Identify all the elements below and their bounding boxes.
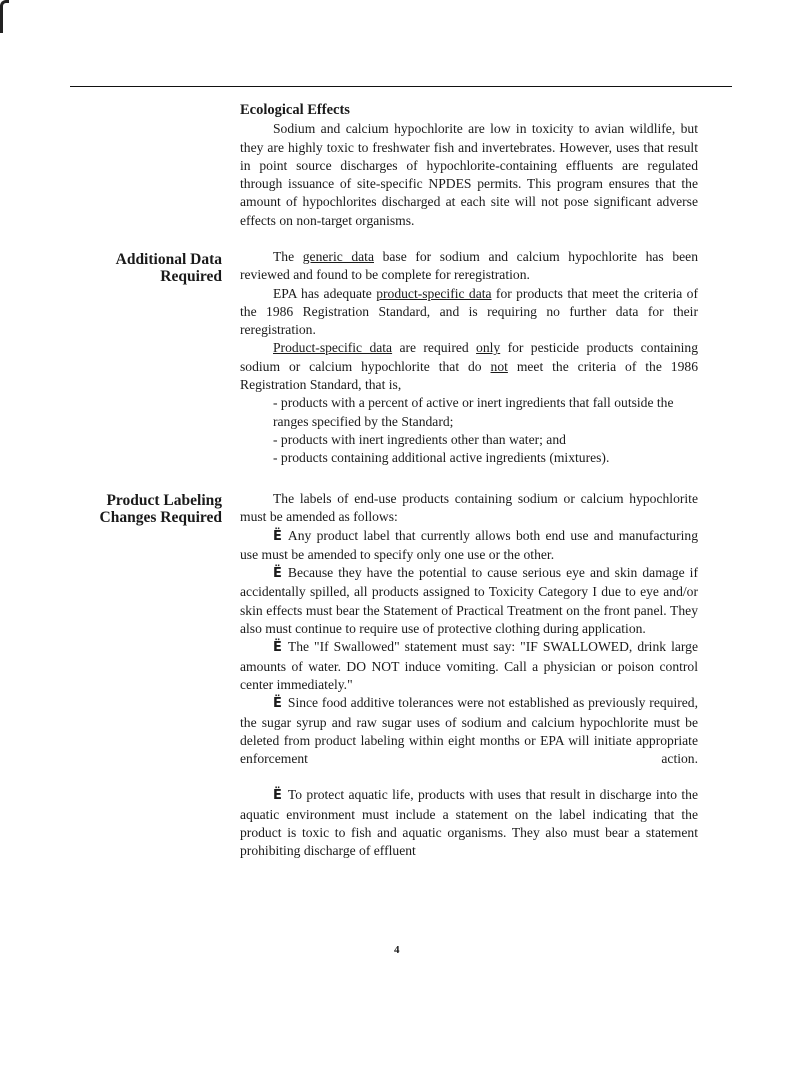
scan-corner-mark bbox=[0, 0, 9, 33]
criteria-bullet: - products with a percent of active or inert ingredients that fall outside the ranges specified by the Standard; bbox=[273, 395, 674, 429]
labeling-item bbox=[240, 527, 698, 565]
header-rule bbox=[70, 86, 732, 87]
additional-data-section bbox=[240, 248, 698, 468]
ecological-effects-title: Ecological Effects bbox=[240, 102, 350, 118]
only-underlined: only bbox=[476, 340, 501, 356]
product-specific-data-underlined: product-specific data bbox=[376, 285, 492, 301]
product-labeling-heading bbox=[60, 492, 222, 526]
labeling-item-text: Any product label that currently allows both end use and manufacturing use must be amended to specify only one use or the other. bbox=[240, 527, 698, 562]
text-run: meet the criteria of the 1986 Registration Standard, that is, bbox=[240, 358, 698, 393]
checkbox-marker-icon: Ë bbox=[273, 640, 282, 656]
checkbox-marker-icon: Ë bbox=[273, 528, 282, 544]
product-specific-data-underlined-2: Product-specific data bbox=[273, 340, 393, 356]
checkbox-marker-icon: Ë bbox=[273, 788, 282, 804]
additional-data-heading-line2: Required bbox=[160, 268, 222, 285]
spacer bbox=[240, 768, 698, 786]
page-number: 4 bbox=[394, 944, 400, 956]
text-run: are required bbox=[392, 340, 477, 356]
criteria-bullet: - products containing additional active ingredients (mixtures). bbox=[273, 450, 610, 466]
labeling-intro: The labels of end-use products containing sodium or calcium hypochlorite must be amended as follows: bbox=[240, 491, 698, 525]
product-specific-adequate-paragraph bbox=[240, 285, 698, 340]
ecological-effects-paragraph: Sodium and calcium hypochlorite are low in toxicity to avian wildlife, but they are highly toxic to freshwater fish and invertebrates. However, uses that result in point source discharges of hypochlorite-containing effluents are regulated through issuance of site-specific NPDES permits. This program ensures that the amount of hypochlorites discharged at each site will not pose significant adverse effects on non-target organisms. bbox=[240, 121, 698, 228]
labeling-item-text: The "If Swallowed" statement must say: "IF SWALLOWED, drink large amounts of water. DO NOT induce vomiting. Call a physician or poison control center immediately." bbox=[240, 639, 698, 692]
text-run: EPA has adequate bbox=[273, 285, 377, 301]
labeling-item-text: Because they have the potential to cause serious eye and skin damage if accidentally spilled, all products assigned to Toxicity Category I due to eye and/or skin effects must bear the Statement of Practical Treatment on the front panel. They also must continue to require use of protective clothing during application. bbox=[240, 565, 698, 637]
text-run: for pesticide products containing sodium or calcium hypochlorite that do bbox=[240, 340, 699, 374]
product-labeling-heading-line1: Product Labeling bbox=[106, 492, 222, 509]
labeling-item-text: To protect aquatic life, products with uses that result in discharge into the aquatic environment must include a statement on the label indicating that the product is toxic to fish and aquatic organisms. They also must bear a statement prohibiting discharge of effluent bbox=[240, 787, 698, 859]
text-run: base for sodium and calcium hypochlorite has been reviewed and found to be complete for reregistration. bbox=[240, 249, 698, 283]
additional-data-heading bbox=[60, 251, 222, 285]
checkbox-marker-icon: Ë bbox=[273, 566, 282, 582]
labeling-item bbox=[240, 694, 698, 768]
labeling-item bbox=[240, 564, 698, 638]
not-underlined: not bbox=[490, 358, 508, 374]
text-run: for products that meet the criteria of the 1986 Registration Standard, and is requiring no further data for their reregistration. bbox=[240, 285, 698, 338]
text-run: The bbox=[273, 249, 303, 264]
additional-data-heading-line1: Additional Data bbox=[115, 251, 222, 268]
checkbox-marker-icon: Ë bbox=[273, 696, 282, 712]
product-labeling-heading-line2: Changes Required bbox=[99, 509, 222, 526]
labeling-item bbox=[240, 638, 698, 694]
product-labeling-section bbox=[240, 490, 698, 861]
generic-data-paragraph bbox=[240, 248, 698, 285]
labeling-item-text: Since food additive tolerances were not established as previously required, the sugar syrup and raw sugar uses of sodium and calcium hypochlorite must be deleted from product labeling within eight months or EPA will initiate appropriate enforcement action. bbox=[240, 695, 698, 767]
labeling-item bbox=[240, 786, 698, 860]
product-specific-required-paragraph bbox=[240, 339, 698, 394]
ecological-effects-section bbox=[240, 101, 698, 230]
generic-data-underlined: generic data bbox=[302, 249, 374, 264]
criteria-bullet: - products with inert ingredients other than water; and bbox=[273, 431, 566, 447]
